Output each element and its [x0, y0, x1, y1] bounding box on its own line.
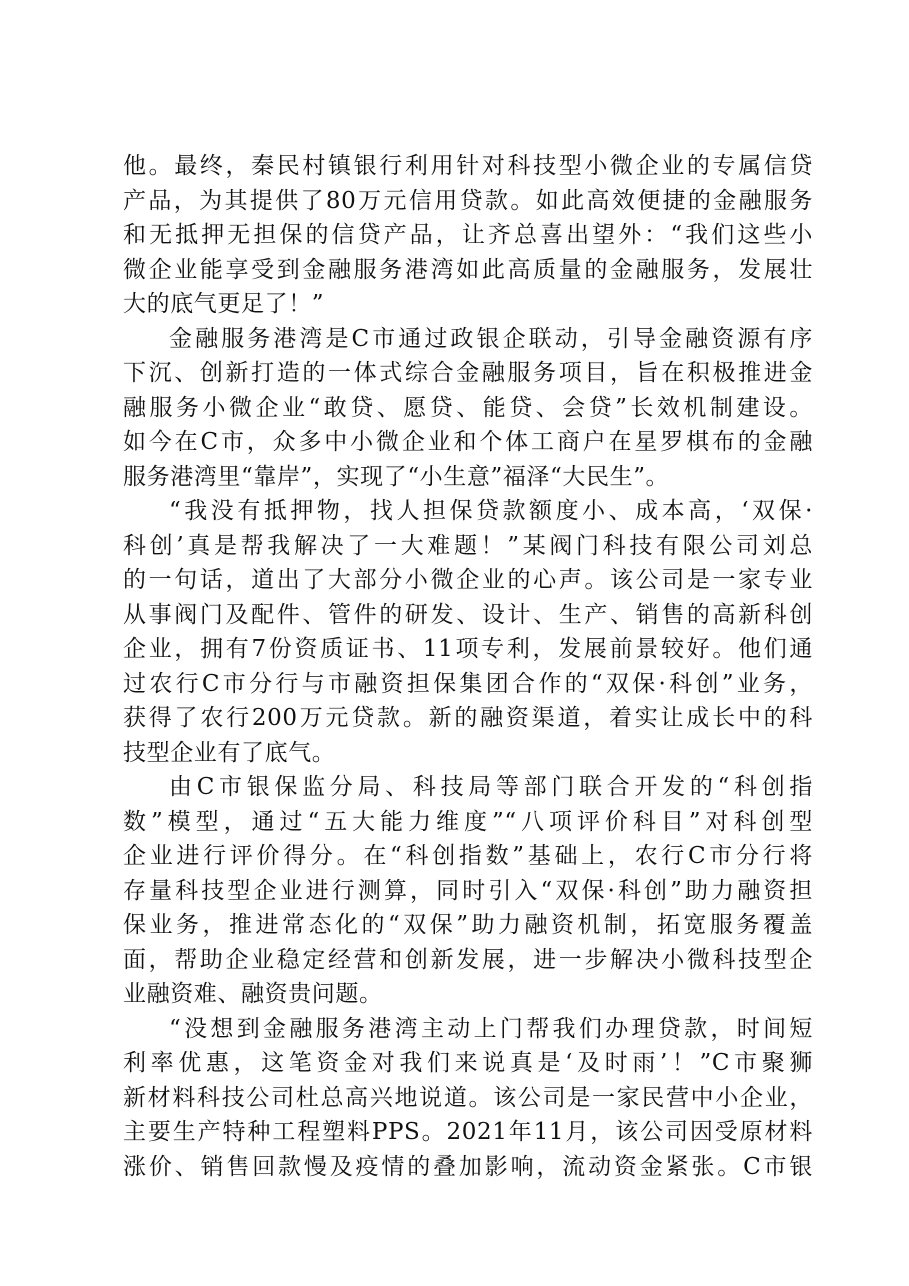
text-line: 业融资难、融资贵问题。: [123, 981, 383, 1007]
text-line: 微企业能享受到金融服务港湾如此高质量的金融服务，发展壮: [123, 256, 813, 283]
text-line: 利率优惠，这笔资金对我们来说真是‘及时雨’！”C市聚狮: [123, 1050, 813, 1076]
body-text: [123, 149, 813, 1184]
text-line: 企业，拥有7份资质证书、11项专利，发展前景较好。他们通: [123, 636, 813, 662]
text-line: 保业务，推进常态化的“双保”助力融资机制，拓宽服务覆盖: [123, 912, 813, 938]
text-line: 如今在C市，众多中小微企业和个体工商户在星罗棋布的金融: [123, 429, 813, 455]
text-line: 由C市银保监分局、科技局等部门联合开发的“科创指: [169, 774, 813, 800]
text-line: 他。最终，秦民村镇银行利用针对科技型小微企业的专属信贷: [123, 153, 813, 179]
text-line: 的一句话，道出了大部分小微企业的心声。该公司是一家专业: [123, 567, 813, 593]
text-line: 下沉、创新打造的一体式综合金融服务项目，旨在积极推进金: [123, 360, 813, 386]
text-line: “没想到金融服务港湾主动上门帮我们办理贷款，时间短: [169, 1015, 813, 1042]
text-line: 企业进行评价得分。在“科创指数”基础上，农行C市分行将: [123, 843, 813, 869]
text-line: “我没有抵押物，找人担保贷款额度小、成本高，‘双保·: [169, 498, 813, 524]
text-line: 技型企业有了底气。: [123, 739, 336, 766]
text-line: 产品，为其提供了80万元信用贷款。如此高效便捷的金融服务: [123, 187, 813, 214]
text-line: 金融服务港湾是C市通过政银企联动，引导金融资源有序: [169, 325, 813, 352]
text-line: 和无抵押无担保的信贷产品，让齐总喜出望外：“我们这些小: [123, 222, 813, 248]
text-line: 主要生产特种工程塑料PPS。2021年11月，该公司因受原材料: [123, 1119, 813, 1145]
text-line: 面，帮助企业稳定经营和创新发展，进一步解决小微科技型企: [123, 946, 813, 973]
text-line: 获得了农行200万元贷款。新的融资渠道，着实让成长中的科: [123, 705, 813, 731]
text-line: 过农行C市分行与市融资担保集团合作的“双保·科创”业务，: [123, 670, 813, 697]
text-line: 涨价、销售回款慢及疫情的叠加影响，流动资金紧张。C市银: [123, 1153, 813, 1180]
text-line: 数”模型，通过“五大能力维度”“八项评价科目”对科创型: [123, 808, 813, 835]
text-line: 大的底气更足了！”: [123, 291, 325, 317]
text-line: 服务港湾里“靠岸”，实现了“小生意”福泽“大民生”。: [123, 463, 670, 490]
text-line: 融服务小微企业“敢贷、愿贷、能贷、会贷”长效机制建设。: [123, 394, 813, 421]
text-line: 新材料科技公司杜总高兴地说道。该公司是一家民营中小企业，: [123, 1084, 813, 1111]
text-line: 从事阀门及配件、管件的研发、设计、生产、销售的高新科创: [123, 601, 813, 628]
text-line: 科创’真是帮我解决了一大难题！”某阀门科技有限公司刘总: [123, 532, 813, 559]
text-line: 存量科技型企业进行测算，同时引入“双保·科创”助力融资担: [123, 877, 813, 904]
